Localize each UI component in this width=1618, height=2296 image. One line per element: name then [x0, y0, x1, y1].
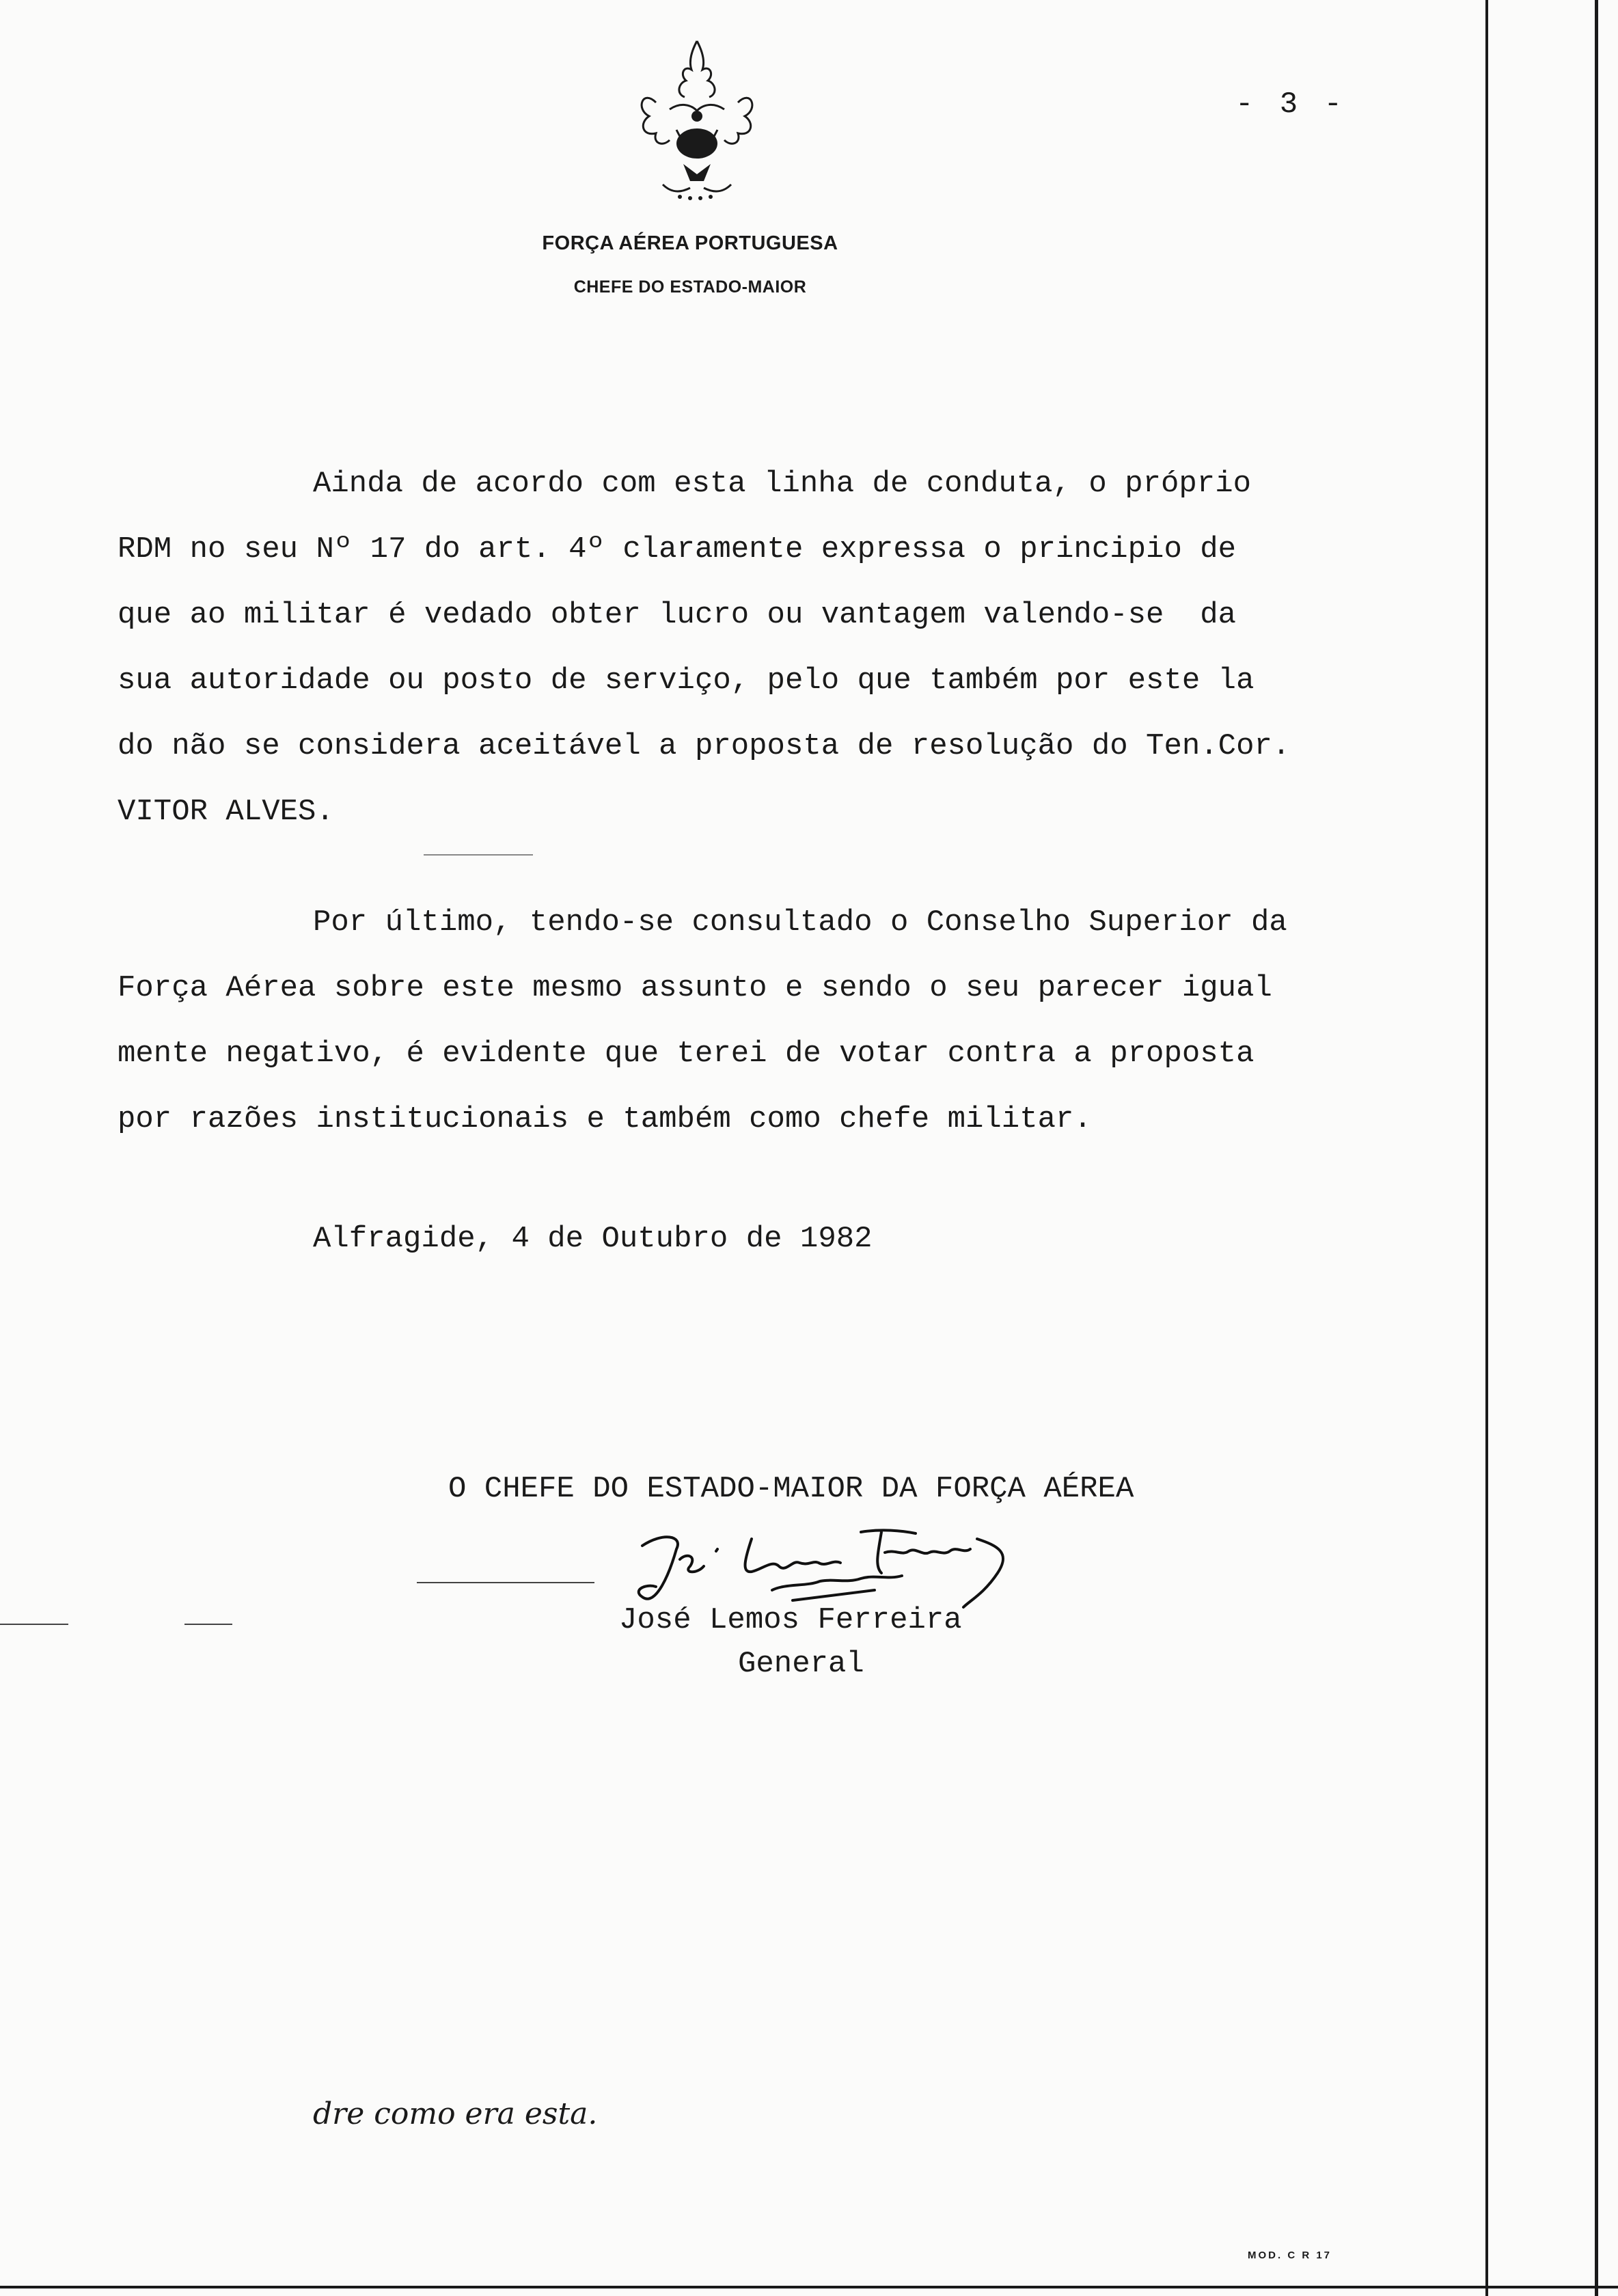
organization-name: FORÇA AÉREA PORTUGUESA	[542, 232, 838, 254]
body-line: sua autoridade ou posto de serviço, pelo que também por este la	[118, 664, 1254, 698]
body-line: Força Aérea sobre este mesmo assunto e sendo o seu parecer igual	[118, 971, 1272, 1005]
form-code: MOD. C R 17	[1248, 2250, 1332, 2261]
signatory-name: José Lemos Ferreira	[619, 1603, 962, 1637]
body-line: VITOR ALVES.	[118, 795, 334, 829]
paragraph-2	[118, 890, 1402, 1152]
handwritten-note: dre como era esta.	[313, 2096, 598, 2131]
signatory-rank: General	[738, 1647, 864, 1681]
scan-dash	[417, 1582, 594, 1583]
page-number: - 3 -	[1235, 87, 1347, 122]
office-title: CHEFE DO ESTADO-MAIOR	[573, 277, 807, 297]
body-line: Ainda de acordo com esta linha de conduta, o próprio	[313, 467, 1252, 501]
signatory-title: O CHEFE DO ESTADO-MAIOR DA FORÇA AÉREA	[448, 1472, 1134, 1506]
body-line: Por último, tendo-se consultado o Conselho Superior da	[313, 905, 1287, 940]
scan-dash	[424, 854, 533, 856]
body-line: por razões institucionais e também como chefe militar.	[118, 1102, 1092, 1136]
date-line: Alfragide, 4 de Outubro de 1982	[313, 1222, 873, 1256]
scan-dash	[184, 1624, 232, 1625]
air-force-eagle-crest-icon	[615, 27, 779, 219]
body-line: RDM no seu Nº 17 do art. 4º claramente expressa o principio de	[118, 532, 1237, 566]
scan-edge-line	[1485, 0, 1488, 2296]
body-line: do não se considera aceitável a proposta de resolução do Ten.Cor.	[118, 729, 1291, 763]
body-line: mente negativo, é evidente que terei de votar contra a proposta	[118, 1037, 1254, 1071]
body-line: que ao militar é vedado obter lucro ou vantagem valendo-se da	[118, 598, 1237, 632]
scan-edge-line	[1595, 0, 1598, 2296]
scan-edge-line	[0, 2286, 1618, 2288]
scan-dash	[0, 1624, 68, 1625]
paragraph-1	[118, 451, 1402, 845]
